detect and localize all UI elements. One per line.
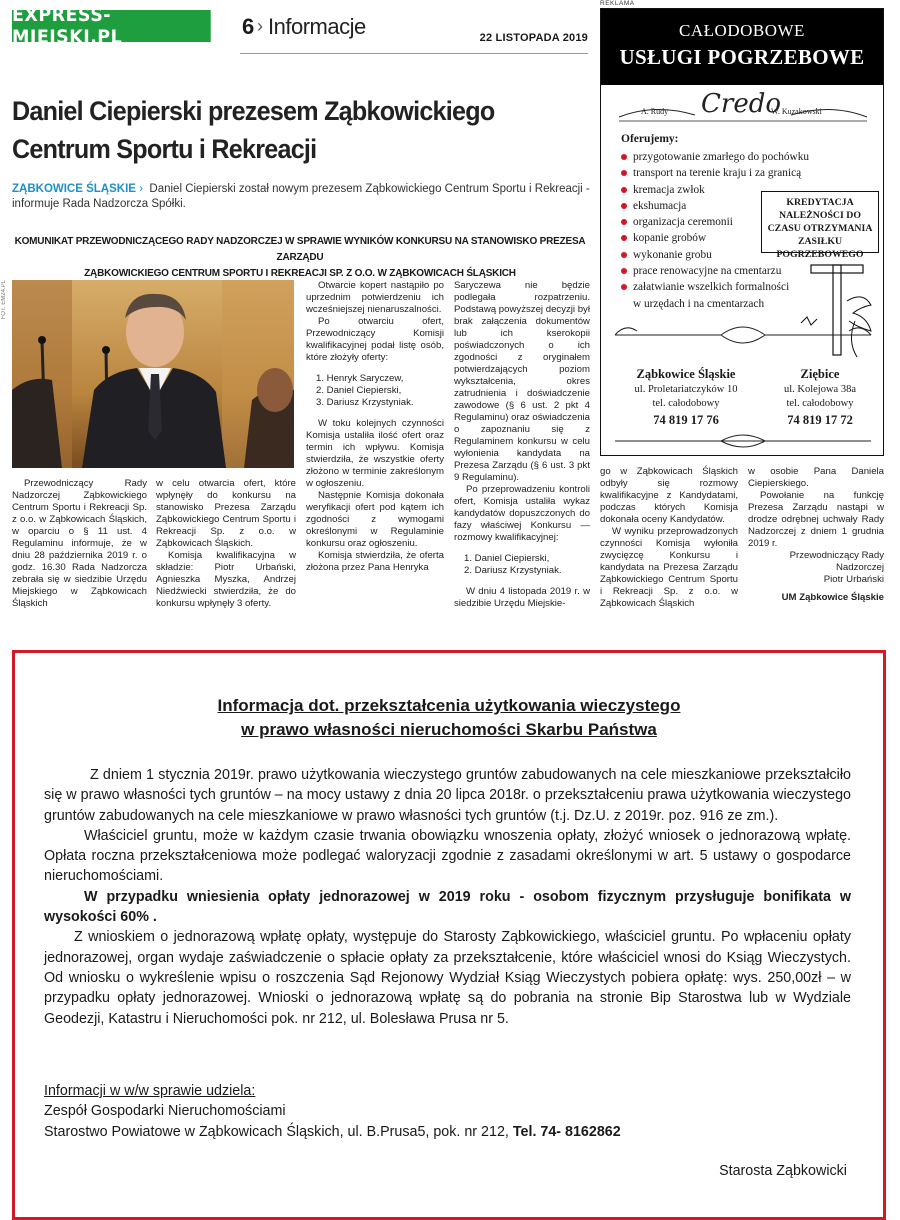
article-paragraph: Saryczewa nie będzie podlegała rozpatrzeniu. Podstawą powyższej decyzji był brak załączenia dokumentów lub ich kserokopii poświadczonych o ich zgodności z oryginałem potwierdzających poziom wykształcenia, okres zatrudnienia i doświadczenie zawodowe (§ 6 ust. 2 pkt 4 Regulaminu) oraz oświadczenia o zapoznaniu się z Regulaminem konkursu w celu wyłonienia kandydata na Prezesa Zarządu (§ 6 ust. 3 pkt 9 Regulaminu). (454, 280, 590, 483)
ornament-divider-icon (611, 317, 875, 353)
credit-line: CZASU OTRZYMANIA (767, 223, 873, 234)
list-item: wykonanie grobu (621, 247, 809, 263)
bullet-icon (621, 252, 627, 258)
notice-signature: Starosta Ząbkowicki (719, 1163, 847, 1179)
notice-paragraph: Z wnioskiem o jednorazową wpłatę opłaty, występuje do Starosty Ząbkowickiego, właściciel gruntu. Po wpłaceniu opłaty jednorazowej, organ wydaje zaświadczenie o spłacie opłaty za przekształcenie, które właściciel wnosi do Ksiąg Wieczystych. Od wniosku o wykreślenie wpisu o roszczenia Sąd Rejonowy Wydział Ksiąg Wieczystych pobiera opłatę: wys. 250,00zł – w przypadku opłaty jednorazowej. Wnioski o jednorazową wpłatę są do pobrania na stronie Bip Starostwa lub w Wydziale Geodezji, Katastru i Nieruchomości pok. nr 212, ul. Bolesława Prusa nr 5. (44, 929, 851, 1027)
ad-offer-title: Oferujemy: (621, 133, 679, 145)
notice-contact (44, 1081, 621, 1142)
article-paragraph: go w Ząbkowicach Śląskich odbyły się rozmowy kwalifikacyjne z Kandydatami, podczas których Komisja dokonała oceny Kandydatów. (600, 466, 738, 525)
article-paragraph: Komisja stwierdziła, że oferta złożona przez Pana Henryka (306, 550, 444, 573)
contact-line: Starostwo Powiatowe w Ząbkowicach Śląskich, ul. B.Prusa5, pok. nr 212, Tel. 74- 8162862 (44, 1123, 621, 1140)
signature-line: Piotr Urbański (823, 574, 884, 585)
portrait-image (12, 280, 294, 468)
branch-name: Ząbkowice Śląskie (636, 367, 736, 381)
credit-line: KREDYTACJA (786, 197, 854, 208)
article-paragraph: W dniu 4 listopada 2019 r. w siedzibie Urzędu Miejskie- (454, 586, 590, 609)
credit-box (761, 191, 879, 260)
article-column-6 (748, 466, 884, 604)
contact-line: Zespół Gospodarki Nieruchomościami (44, 1103, 286, 1120)
contact-phone[interactable]: Tel. 74- 8162862 (512, 1123, 621, 1140)
photo-credit: FOT. EM24.PL (1, 280, 7, 320)
page-number: 6 (242, 14, 255, 39)
article-paragraph: Powołanie na funkcję Prezesa Zarządu nastąpi w drodze odrębnej uchwały Rady Nadzorczej z dniem 1 grudnia 2019 r. (748, 490, 884, 549)
credit-line: NALEŻNOŚCI DO (779, 210, 861, 221)
branch-name: Ziębice (800, 367, 840, 381)
ad-brand-logo: Credo (701, 89, 782, 119)
ad-title-line: CAŁODOBOWE (679, 21, 805, 40)
article-column-3 (306, 280, 444, 574)
ad-label: REKLAMA (600, 0, 635, 7)
list-item: załatwianie wszelkich formalności (621, 279, 809, 295)
lead-text: Daniel Ciepierski został nowym prezesem Ząbkowickiego Centrum Sportu i Rekreacji - informuje Rada Nadzorcza Spółki. (12, 183, 590, 210)
branch-phone[interactable]: 74 819 17 72 (787, 413, 853, 427)
list-item: organizacja ceremonii (621, 214, 809, 230)
article-paragraph: W wyniku przeprowadzonych czynności Komisja wyłoniła zwycięzcę Konkursu i kandydata na Prezesa Zarządu Ząbkowickiego Centrum Sportu i Rekreacji Sp. z o.o. w Ząbkowicach Śląskich (600, 526, 738, 609)
credit-line: ZASIŁKU (797, 236, 843, 247)
branch-zabkowice (607, 365, 765, 429)
bullet-icon (621, 154, 627, 160)
offer-list (306, 373, 444, 409)
bullet-icon (621, 268, 627, 274)
list-item: w urzędach i na cmentarzach (633, 297, 765, 310)
notice-title-line: w prawo własności nieruchomości Skarbu Państwa (241, 720, 657, 739)
notice-paragraph: Z dniem 1 stycznia 2019r. prawo użytkowania wieczystego gruntów zabudowanych na cele mieszkaniowe przekształciło się w prawo własności tych gruntów – na mocy ustawy z dnia 20 lipca 2018r. o przekształceniu prawa użytkowania wieczystego gruntów zabudowanych na cele mieszkaniowe w prawo własności tych gruntów (t.j. Dz.U. z 2019r. poz. 916 ze zm.). (44, 767, 851, 824)
notice-paragraph: Właściciel gruntu, może w każdym czasie trwania obowiązku wnoszenia opłaty, złożyć wniosek o jednorazową wpłatę. Opłata roczna przekształceniowa może podlegać waloryzacji zgodnie z zasadami określonymi w art. 5 ustawy o gospodarce nieruchomościami. (44, 827, 851, 885)
branch-hours: tel. całodobowy (786, 398, 854, 409)
communique-line: KOMUNIKAT PRZEWODNICZĄCEGO RADY NADZORCZEJ W SPRAWIE WYNIKÓW KONKURSU NA STANOWISKO PREZESA ZARZĄDU (14, 236, 586, 263)
article-column-5 (600, 466, 738, 610)
branch-hours: tel. całodobowy (652, 398, 720, 409)
bullet-icon (621, 187, 627, 193)
candidate-list (454, 553, 590, 577)
article-lead (12, 182, 590, 212)
signature-block (748, 550, 884, 586)
article-paragraph: Przewodniczący Rady Nadzorczej Ząbkowickiego Centrum Sportu i Rekreacji Sp. z o.o. w Ząbkowicach Śląskich, w oparciu o § 11 ust. 4 Regulaminu informuje, że w dniu 28 października 2019 r. o godz. 16.30 Rada Nadzorcza zebrała się w siedzibie Urzędu Miejskiego w Ząbkowicach Śląskich (12, 478, 147, 609)
article-paragraph: Po przeprowadzeniu kontroli ofert, Komisja ustaliła wykaz kandydatów dopuszczonych do fazy właściwej Konkursu — rozmowy kwalifikacyjnej: (454, 484, 590, 543)
article-column-2 (156, 478, 296, 610)
contact-title: Informacji w w/w sprawie udziela: (44, 1083, 256, 1099)
ad-banner (601, 9, 883, 85)
article-headline: Daniel Ciepierski prezesem Ząbkowickiego Centrum Sportu i Rekreacji (12, 96, 495, 164)
article-paragraph: Następnie Komisja dokonała weryfikacji ofert pod kątem ich zgodności z wymogami określonymi w Regulaminie konkursu oraz ogłoszeniu. (306, 490, 444, 549)
notice-title-line: Informacja dot. przekształcenia użytkowania wieczystego (217, 696, 681, 715)
signature-line: Przewodniczący Rady (789, 550, 884, 561)
list-item: 2. Dariusz Krzystyniak. (464, 565, 562, 576)
list-item: 1. Henryk Saryczew, (316, 373, 404, 384)
list-item: 2. Daniel Ciepierski, (316, 385, 402, 396)
branch-ziebice (761, 365, 879, 429)
chevron-right-icon: › (139, 183, 143, 195)
official-notice (12, 650, 886, 1220)
header-divider (240, 53, 588, 54)
ad-owner-name: A. Rudy (641, 107, 669, 116)
list-item: prace renowacyjne na cmentarzu (621, 263, 809, 279)
article-column-1 (12, 478, 147, 610)
notice-paragraph: W przypadku wniesienia opłaty jednorazowej w 2019 roku - osobom fizycznym przysługuje bonifikata w wysokości 60% . (44, 888, 851, 926)
issue-date: 22 LISTOPADA 2019 (479, 32, 588, 44)
article-place: ZĄBKOWICE ŚLĄSKIE (12, 183, 136, 195)
branch-address: ul. Proletariatczyków 10 (634, 384, 738, 395)
article-photo (12, 280, 294, 468)
list-item: 3. Dariusz Krzystyniak. (316, 397, 414, 408)
branch-phone[interactable]: 74 819 17 76 (653, 413, 719, 427)
ad-title-line: USŁUGI POGRZEBOWE (619, 45, 865, 69)
article-paragraph: Otwarcie kopert nastąpiło po uprzednim potwierdzeniu ich wcześniejszej nienaruszalności. (306, 280, 444, 315)
communique-title (12, 234, 588, 282)
page-header (12, 4, 588, 56)
list-item: 1. Daniel Ciepierski, (464, 553, 550, 564)
ornament-divider-icon (611, 429, 875, 451)
notice-title (15, 694, 883, 742)
ornament-divider-icon (615, 97, 871, 127)
bullet-icon (621, 284, 627, 290)
article-paragraph: Komisja kwalifikacyjna w składzie: Piotr Urbański, Agnieszka Myszka, Andrzej Niedźwiecki stwierdziła, że do konkursu wpłynęły 3 oferty. (156, 550, 296, 609)
bullet-icon (621, 219, 627, 225)
article-column-4 (454, 280, 590, 610)
list-item: transport na terenie kraju i za granicą (621, 165, 809, 181)
ad-owner-name: W. Kuzakowski (771, 107, 822, 116)
article-paragraph: W toku kolejnych czynności Komisja ustaliła ilość ofert oraz termin ich wpływu. Komisja stwierdziła, że wszystkie oferty złożono w terminie zakreślonym w ogłoszeniu. (306, 418, 444, 489)
bullet-icon (621, 203, 627, 209)
source-credit: UM Ząbkowice Śląskie (781, 592, 884, 603)
article-paragraph: w celu otwarcia ofert, które wpłynęły do konkursu na stanowisko Prezesa Zarządu Ząbkowickiego Centrum Sportu i Rekreacji Sp. z o.o. w Ząbkowicach Śląskich. (156, 478, 296, 549)
list-item: kopanie grobów (621, 230, 809, 246)
list-item: przygotowanie zmarłego do pochówku (621, 149, 809, 165)
branch-address: ul. Kolejowa 38a (783, 384, 857, 395)
site-logo[interactable]: EXPRESS-MIEJSKI.PL (12, 10, 211, 42)
section-title: Informacje (268, 14, 366, 39)
article-paragraph: w osobie Pana Daniela Ciepierskiego. (748, 466, 884, 489)
credit-line: POGRZEBOWEGO (776, 249, 864, 260)
bullet-icon (621, 170, 627, 176)
list-item: kremacja zwłok (621, 182, 809, 198)
communique-line: ZĄBKOWICKIEGO CENTRUM SPORTU I REKREACJI SP. Z O.O. W ZĄBKOWICACH ŚLĄSKICH (84, 268, 516, 279)
notice-body (44, 765, 851, 1029)
funeral-ad[interactable] (600, 8, 884, 456)
chevron-right-icon: › (257, 16, 263, 36)
list-item: ekshumacja (621, 198, 809, 214)
signature-line: Nadzorczej (836, 562, 884, 573)
bullet-icon (621, 235, 627, 241)
article-paragraph: Po otwarciu ofert, Przewodniczący Komisji kwalifikacyjnej podał listę osób, które złożyły oferty: (306, 316, 444, 363)
